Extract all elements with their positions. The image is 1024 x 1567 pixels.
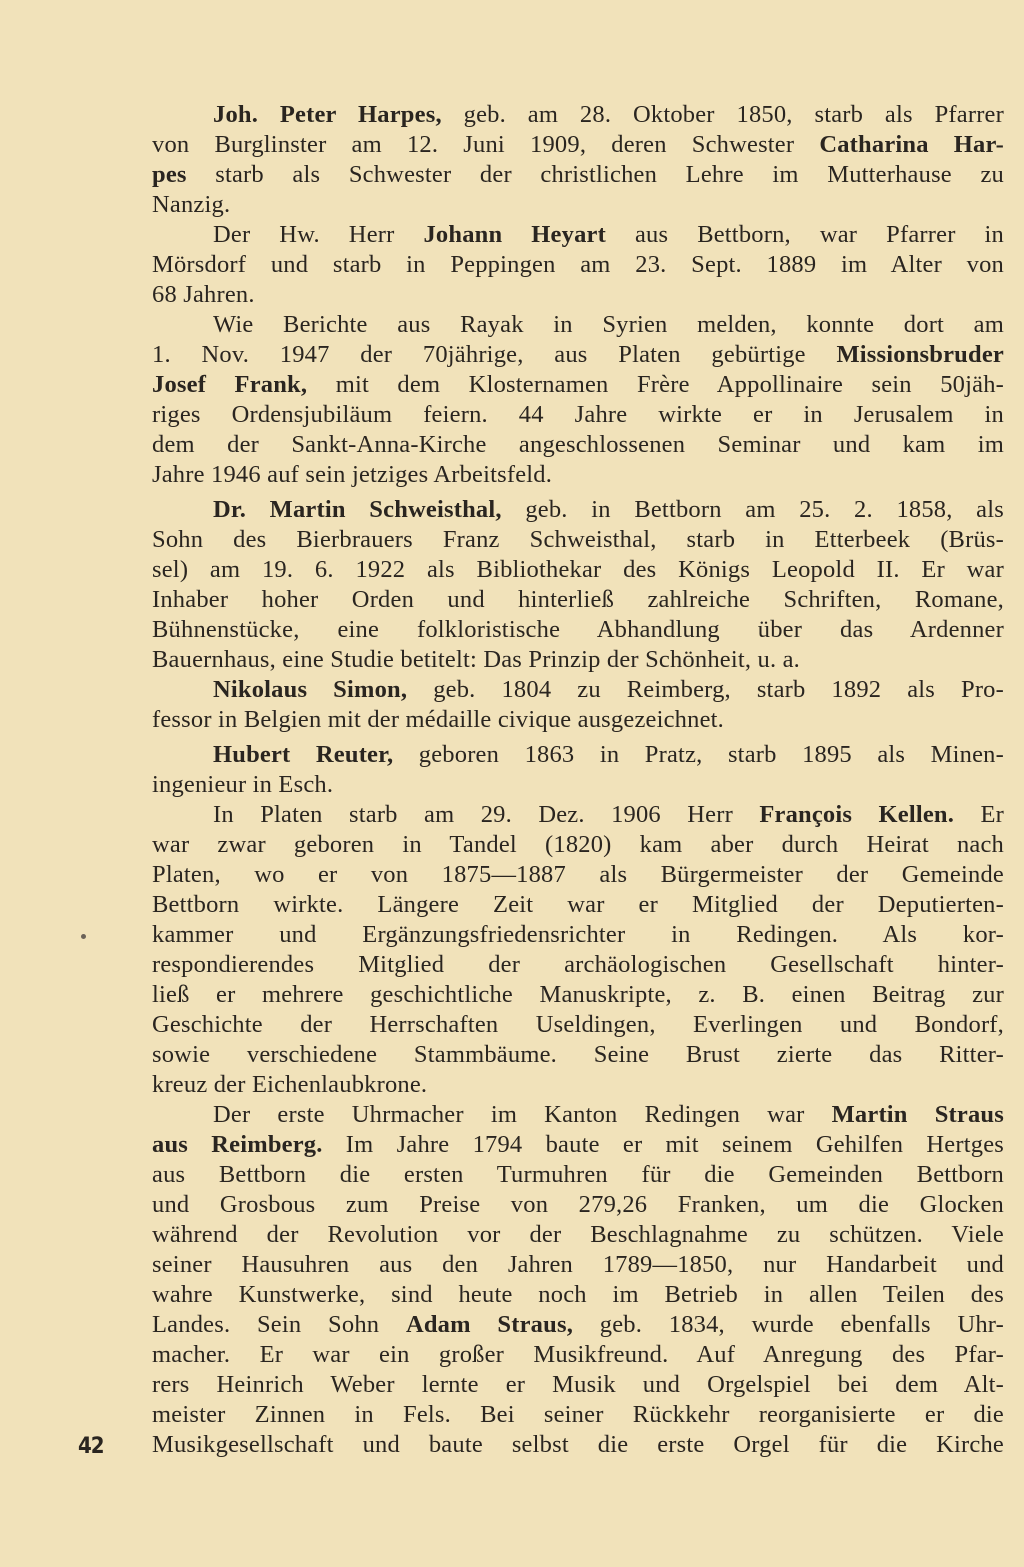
text-line: 1. Nov. 1947 der 70jährige, aus Platen gebürtige Missionsbruder [152,341,1004,368]
text-line: respondierendes Mitglied der archäologischen Gesellschaft hinter- [152,951,1004,978]
text-line: Jahre 1946 auf sein jetziges Arbeitsfeld. [152,461,553,488]
text-line: Bauernhaus, eine Studie betitelt: Das Prinzip der Schönheit, u. a. [152,646,801,673]
bold-name: Dr. Martin Schweisthal, [213,496,502,523]
text-line: ingenieur in Esch. [152,771,334,798]
text-line: riges Ordensjubiläum feiern. 44 Jahre wirkte er in Jerusalem in [152,401,1004,428]
text-line: seiner Hausuhren aus den Jahren 1789—1850, nur Handarbeit und [152,1251,1004,1278]
bold-name: Johann Heyart [423,221,606,248]
page-number: 42 [78,1434,104,1459]
text-line: Bühnenstücke, eine folkloristische Abhandlung über das Ardenner [152,616,1004,643]
bold-name: Catharina Har- [819,131,1005,158]
text-line: Nanzig. [152,191,231,218]
text-line: pes starb als Schwester der christlichen Lehre im Mutterhause zu [152,161,1004,188]
text-line: Joh. Peter Harpes, geb. am 28. Oktober 1850, starb als Pfarrer [213,101,1004,128]
text-line: aus Bettborn die ersten Turmuhren für die Gemeinden Bettborn [152,1161,1004,1188]
text-line: rers Heinrich Weber lernte er Musik und Orgelspiel bei dem Alt- [152,1371,1004,1398]
text-line: In Platen starb am 29. Dez. 1906 Herr François Kellen. Er [213,801,1004,828]
text-line: von Burglinster am 12. Juni 1909, deren Schwester Catharina Har- [152,131,1005,158]
bold-name: pes [152,161,187,188]
text-line: Josef Frank, mit dem Klosternamen Frère Appollinaire sein 50jäh- [152,371,1005,398]
text-line: kammer und Ergänzungsfriedensrichter in Redingen. Als kor- [152,921,1004,948]
text-line: meister Zinnen in Fels. Bei seiner Rückkehr reorganisierte er die [152,1401,1004,1428]
bold-name: Missionsbruder [836,341,1004,368]
text-line: aus Reimberg. Im Jahre 1794 baute er mit seinem Gehilfen Hertges [152,1131,1004,1158]
text-line: sowie verschiedene Stammbäume. Seine Brust zierte das Ritter- [152,1041,1004,1068]
text-line: dem der Sankt-Anna-Kirche angeschlossenen Seminar und kam im [152,431,1004,458]
text-line: während der Revolution vor der Beschlagnahme zu schützen. Viele [152,1221,1004,1248]
text-line: Dr. Martin Schweisthal, geb. in Bettborn am 25. 2. 1858, als [213,496,1004,523]
text-line: 68 Jahren. [152,281,255,308]
text-line: fessor in Belgien mit der médaille civique ausgezeichnet. [152,706,724,733]
text-line: Der Hw. Herr Johann Heyart aus Bettborn, war Pfarrer in [213,221,1004,248]
bold-name: aus Reimberg. [152,1131,323,1158]
text-line: Geschichte der Herrschaften Useldingen, Everlingen und Bondorf, [152,1011,1004,1038]
text-line: Wie Berichte aus Rayak in Syrien melden, konnte dort am [213,311,1004,338]
text-line: Inhaber hoher Orden und hinterließ zahlreiche Schriften, Romane, [152,586,1004,613]
bold-name: Adam Straus, [405,1311,574,1338]
text-line: Der erste Uhrmacher im Kanton Redingen war Martin Straus [213,1101,1004,1128]
text-line: wahre Kunstwerke, sind heute noch im Betrieb in allen Teilen des [152,1281,1004,1308]
print-speck [81,934,86,939]
text-line: ließ er mehrere geschichtliche Manuskripte, z. B. einen Beitrag zur [152,981,1004,1008]
bold-name: Martin Straus [831,1101,1004,1128]
text-line: und Grosbous zum Preise von 279,26 Franken, um die Glocken [152,1191,1004,1218]
bold-name: Hubert Reuter, [213,741,394,768]
text-line: war zwar geboren in Tandel (1820) kam aber durch Heirat nach [152,831,1004,858]
text-line: Musikgesellschaft und baute selbst die erste Orgel für die Kirche [152,1431,1004,1458]
text-line: Landes. Sein Sohn Adam Straus, geb. 1834, wurde ebenfalls Uhr- [152,1311,1005,1338]
text-line: sel) am 19. 6. 1922 als Bibliothekar des Königs Leopold II. Er war [152,556,1004,583]
text-line: Nikolaus Simon, geb. 1804 zu Reimberg, starb 1892 als Pro- [213,676,1004,703]
text-line: Mörsdorf und starb in Peppingen am 23. Sept. 1889 im Alter von [152,251,1004,278]
text-line: Hubert Reuter, geboren 1863 in Pratz, starb 1895 als Minen- [213,741,1004,768]
bold-name: Nikolaus Simon, [213,676,408,703]
text-column [152,100,1004,1460]
text-line: kreuz der Eichenlaubkrone. [152,1071,428,1098]
bold-name: François Kellen. [759,801,955,828]
text-line: Bettborn wirkte. Längere Zeit war er Mitglied der Deputierten- [152,891,1004,918]
bold-name: Joh. Peter Harpes, [213,101,442,128]
bold-name: Josef Frank, [152,371,308,398]
text-line: macher. Er war ein großer Musikfreund. Auf Anregung des Pfar- [152,1341,1004,1368]
text-line: Platen, wo er von 1875—1887 als Bürgermeister der Gemeinde [152,861,1004,888]
text-line: Sohn des Bierbrauers Franz Schweisthal, starb in Etterbeek (Brüs- [152,526,1004,553]
